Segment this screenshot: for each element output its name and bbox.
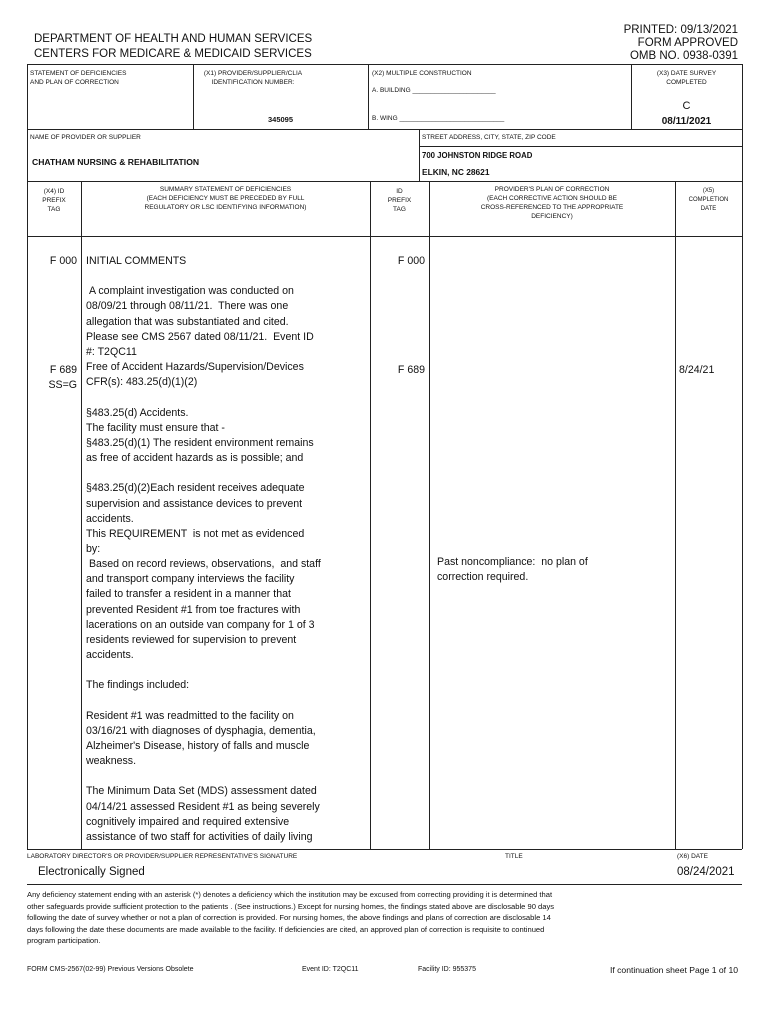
id-prefix-header: ID PREFIX TAG [387, 188, 412, 213]
x1-label: (X1) PROVIDER/SUPPLIER/CLIA IDENTIFICATION NUMBER: [203, 70, 303, 86]
address-label: STREET ADDRESS, CITY, STATE, ZIP CODE [422, 134, 556, 141]
tag-f000: F 000 [49, 255, 77, 267]
rule-signature-bottom [27, 884, 742, 885]
department-title: DEPARTMENT OF HEALTH AND HUMAN SERVICES [34, 33, 313, 45]
facility-id: Facility ID: 955375 [418, 966, 476, 973]
city-state-zip: ELKIN, NC 28621 [422, 167, 490, 177]
rule-body-bottom [27, 849, 742, 850]
rule-under-address-label [419, 146, 742, 147]
street-address: 700 JOHNSTON RIDGE ROAD [422, 151, 533, 160]
provider-name-label: NAME OF PROVIDER OR SUPPLIER [30, 134, 141, 141]
date-label: (X6) DATE [677, 853, 708, 860]
x3-label: (X3) DATE SURVEY COMPLETED [656, 70, 717, 86]
disclaimer-text: Any deficiency statement ending with an asterisk (*) denotes a deficiency which the institution may be excused from correcting providing it is determined that other safeguards provide sufficient protection to the patients . (See instructions.) Except for nursing homes, the findings stated above are disclosable 90 days following the date of survey whether or not a plan of correction is provided. For nursing homes, the above findings and plans of correction are disclosable 14 days following the date these documents are made available to the facility. If deficiencies are cited, an approved plan of correction is requisite to continued program participation. [27, 890, 555, 945]
omb-number: OMB NO. 0938-0391 [629, 50, 738, 62]
tag-scope-severity: SS=G [48, 379, 77, 391]
rule-top [27, 64, 742, 65]
rule-right [742, 64, 743, 849]
tag-f689: F 689 [49, 364, 77, 376]
plan-of-correction: Past noncompliance: no plan of correction required. [437, 556, 588, 584]
continuation-page: If continuation sheet Page 1 of 10 [609, 965, 738, 975]
rule-col-3 [429, 181, 430, 849]
statement-label: STATEMENT OF DEFICIENCIES AND PLAN OF CORRECTION [30, 70, 127, 86]
x5-header: (X5) COMPLETION DATE [688, 188, 729, 212]
title-label: TITLE [505, 853, 523, 860]
plan-tag-f000: F 000 [397, 255, 425, 267]
summary-statement: INITIAL COMMENTS A complaint investigation was conducted on 08/09/21 through 08/11/21. There was one allegation that was substantiated and cited. Please see CMS 2567 dated 08/11/21. Event ID #: T2QC11 Free of Accident Hazards/Supervision/Devices CFR(s): 483.25(d)(1)(2) §483.25(d) Accidents. The facility must ensure that - §483.25(d)(1) The resident environment remains as free of accident hazards as is possible; and §483.25(d)(2)Each resident receives adequate supervision and assistance devices to prevent accidents. This REQUIREMENT is not met as evidenced by: Based on record reviews, observations, and staff and transport company interviews the facility failed to transfer a resident in a manner that prevented Resident #1 from toe fractures with lacerations on an outside van company for 1 of 3 residents reviewed for supervision to prevent accidents. The findings included: Resident #1 was readmitted to the facility on 03/16/21 with diagnoses of dysphagia, dementia, Alzheimer's Disease, history of falls and muscle weakness. The Minimum Data Set (MDS) assessment dated 04/14/21 assessed Resident #1 as being severely cognitively impaired and required extensive assistance of two staff for activities of daily living [86, 255, 321, 843]
plan-header: PROVIDER'S PLAN OF CORRECTION (EACH CORRECTIVE ACTION SHOULD BE CROSS-REFERENCED TO THE APPROPRIATE DEFICIENCY) [480, 186, 624, 220]
rule-x2-left [368, 64, 369, 129]
signed-date: 08/24/2021 [677, 866, 735, 878]
rule-under-columns [27, 236, 742, 237]
completion-date: 8/24/21 [679, 364, 715, 376]
rule-col-1 [81, 181, 82, 849]
form-approved: FORM APPROVED [637, 37, 738, 49]
wing-label: B. WING _____________________________ [372, 115, 505, 122]
survey-date: 08/11/2021 [661, 116, 712, 127]
provider-name: CHATHAM NURSING & REHABILITATION [32, 157, 200, 167]
x4-header: (X4) ID PREFIX TAG [42, 188, 66, 213]
agency-title: CENTERS FOR MEDICARE & MEDICAID SERVICES [34, 48, 312, 60]
x2-label: (X2) MULTIPLE CONSTRUCTION [372, 70, 472, 77]
plan-tag-f689: F 689 [397, 364, 425, 376]
printed-date: PRINTED: 09/13/2021 [623, 24, 738, 36]
provider-number: 345095 [267, 115, 294, 124]
survey-code: C [682, 100, 691, 112]
summary-header: SUMMARY STATEMENT OF DEFICIENCIES (EACH DEFICIENCY MUST BE PRECEDED BY FULL REGULATORY OR LSC IDENTIFYING INFORMATION) [144, 186, 307, 211]
signature-value: Electronically Signed [38, 866, 145, 878]
form-id: FORM CMS-2567(02-99) Previous Versions Obsolete [27, 966, 194, 973]
event-id: Event ID: T2QC11 [302, 966, 359, 973]
rule-address-left [419, 129, 420, 181]
rule-under-provider [27, 181, 742, 182]
rule-under-id [27, 129, 742, 130]
signature-label: LABORATORY DIRECTOR'S OR PROVIDER/SUPPLIER REPRESENTATIVE'S SIGNATURE [27, 853, 298, 860]
rule-col-4 [675, 181, 676, 849]
rule-col-2 [370, 181, 371, 849]
building-label: A. BUILDING _______________________ [372, 87, 496, 94]
